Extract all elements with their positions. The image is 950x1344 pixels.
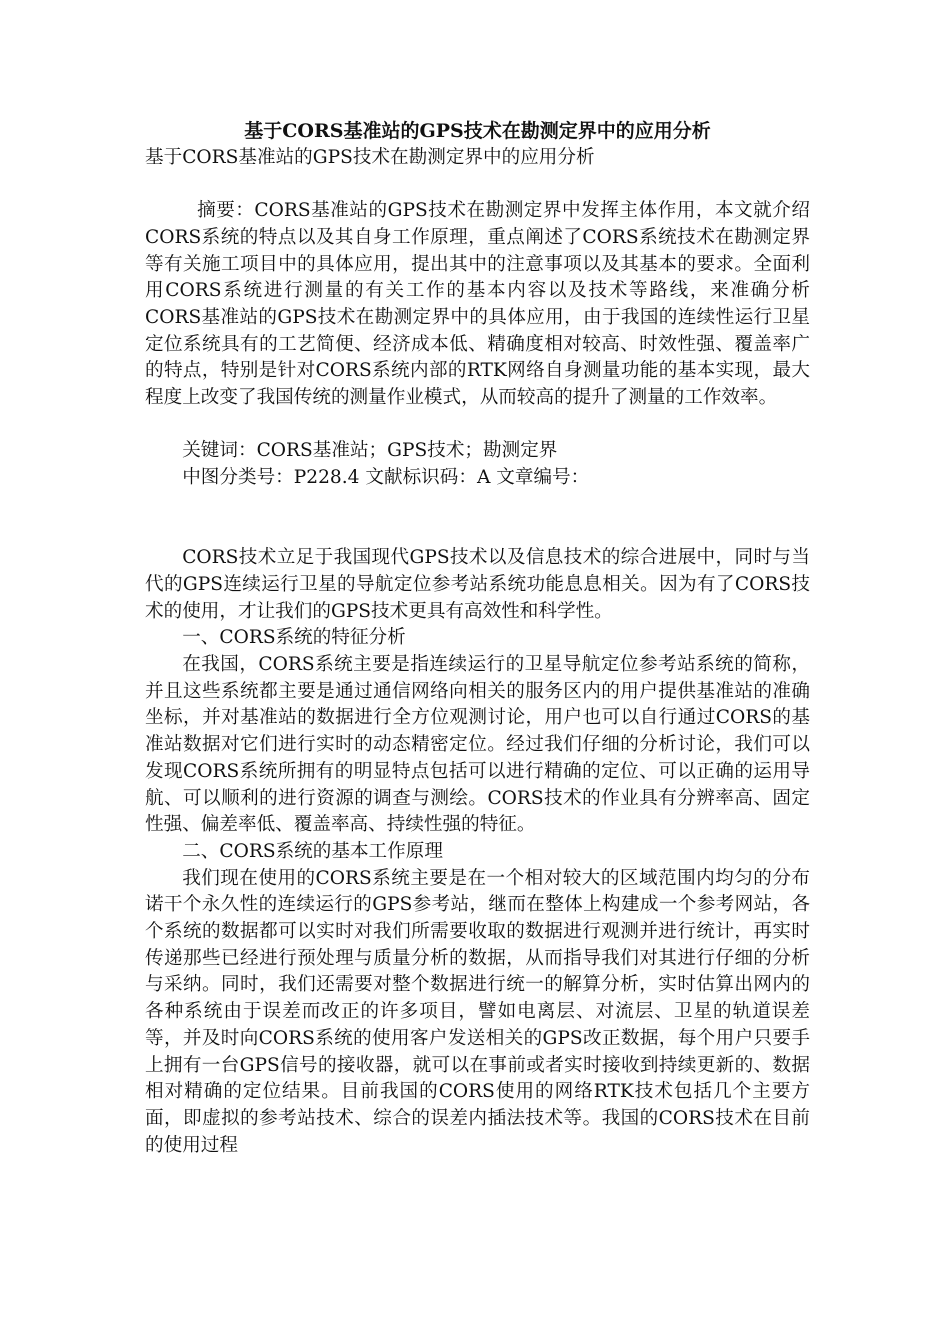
spacer — [145, 171, 810, 198]
classification-line: 中图分类号：P228.4 文献标识码：A 文章编号： — [182, 467, 590, 489]
section-paragraph-2: 我们现在使用的CORS系统主要是在一个相对较大的区域范围内均匀的分布诺干个永久性的连续运行的GPS参考站，继而在整体上构建成一个参考网站，各个系统的数据都可以实时对我们所需要收取的数据进行观测并进行统计，再实时传递那些已经进行预处理与质量分析的数据，从而指导我们对其进行仔细的分析与采纳。同时，我们还需要对整个数据进行统一的解算分析，实时估算出网内的各种系统由于误差而改正的许多项目，譬如电离层、对流层、卫星的轨道误差等，并及时向CORS系统的使用客户发送相关的GPS改正数据，每个用户只要手上拥有一台GPS信号的接收器，就可以在事前或者实时接收到持续更新的、数据相对精确的定位结果。目前我国的CORS使用的网络RTK技术包括几个主要方面，即虚拟的参考站技术、综合的误差内插法技术等。我国的CORS技术在目前的使用过程 — [145, 867, 810, 1156]
section-heading-2: 二、CORS系统的基本工作原理 — [182, 840, 443, 862]
intro-paragraph: CORS技术立足于我国现代GPS技术以及信息技术的综合进展中，同时与当代的GPS连续运行卫星的导航定位参考站系统功能息息相关。因为有了CORS技术的使用，才让我们的GPS技术更具有高效性和科学性。 — [145, 547, 810, 622]
document-page — [145, 118, 810, 1159]
document-subtitle: 基于CORS基准站的GPS技术在勘测定界中的应用分析 — [145, 146, 595, 168]
spacer — [145, 519, 810, 546]
abstract-paragraph: 摘要：CORS基准站的GPS技术在勘测定界中发挥主体作用，本文就介绍CORS系统的特点以及其自身工作原理，重点阐述了CORS系统技术在勘测定界等有关施工项目中的具体应用，提出其中的注意事项以及其基本的要求。全面利用CORS系统进行测量的有关工作的基本内容以及技术等路线，来准确分析CORS基准站的GPS技术在勘测定界中的具体应用，由于我国的连续性运行卫星定位系统具有的工艺简便、经济成本低、精确度相对较高、时效性强、覆盖率广的特点，特别是针对CORS系统内部的RTK网络自身测量功能的基本实现，最大程度上改变了我国传统的测量作业模式，从而较高的提升了测量的工作效率。 — [145, 200, 810, 409]
keywords-line: 关键词：CORS基准站；GPS技术；勘测定界 — [182, 440, 558, 462]
section-paragraph-1: 在我国，CORS系统主要是指连续运行的卫星导航定位参考站系统的简称，并且这些系统都主要是通过通信网络向相关的服务区内的用户提供基准站的准确坐标，并对基准站的数据进行全方位观测讨论，用户也可以自行通过CORS的基准站数据对它们进行实时的动态精密定位。经过我们仔细的分析讨论，我们可以发现CORS系统所拥有的明显特点包括可以进行精确的定位、可以正确的运用导航、可以顺利的进行资源的调查与测绘。CORS技术的作业具有分辨率高、固定性强、偏差率低、覆盖率高、持续性强的特征。 — [145, 654, 810, 836]
spacer — [145, 412, 810, 439]
document-title: 基于CORS基准站的GPS技术在勘测定界中的应用分析 — [244, 120, 711, 142]
spacer — [145, 492, 810, 519]
section-heading-1: 一、CORS系统的特征分析 — [182, 627, 406, 649]
